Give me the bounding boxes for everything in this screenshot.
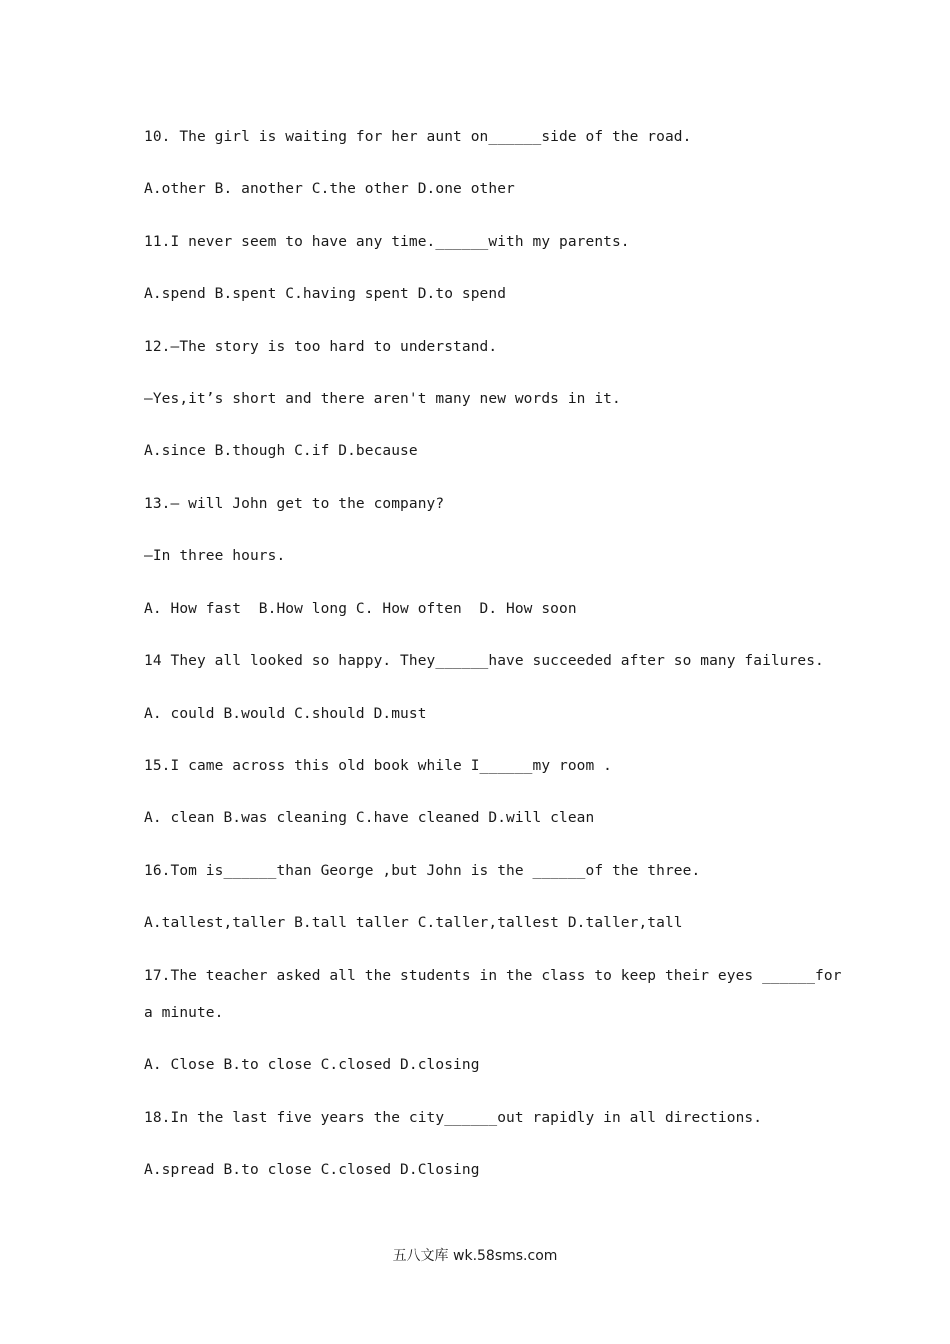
- question-16-options: A.tallest,taller B.tall taller C.taller,tallest D.taller,tall: [144, 915, 683, 931]
- question-14-options: A. could B.would C.should D.must: [144, 706, 427, 722]
- question-17-stem-line2: a minute.: [144, 1005, 224, 1021]
- question-15-options: A. clean B.was cleaning C.have cleaned D.will clean: [144, 810, 595, 826]
- question-12-stem: 12.—The story is too hard to understand.: [144, 339, 498, 355]
- question-18-options: A.spread B.to close C.closed D.Closing: [144, 1162, 480, 1178]
- question-14-stem: 14 They all looked so happy. They______have succeeded after so many failures.: [144, 653, 824, 669]
- question-10-options: A.other B. another C.the other D.one other: [144, 181, 515, 197]
- question-17-stem-line1: 17.The teacher asked all the students in the class to keep their eyes ______for: [144, 968, 842, 984]
- question-10-stem: 10. The girl is waiting for her aunt on______side of the road.: [144, 129, 692, 145]
- question-13-options: A. How fast B.How long C. How often D. How soon: [144, 601, 577, 617]
- question-13-stem: 13.— will John get to the company?: [144, 496, 445, 512]
- question-15-stem: 15.I came across this old book while I______my room .: [144, 758, 612, 774]
- question-18-stem: 18.In the last five years the city______out rapidly in all directions.: [144, 1110, 763, 1126]
- question-12-options: A.since B.though C.if D.because: [144, 443, 418, 459]
- question-11-stem: 11.I never seem to have any time.______with my parents.: [144, 234, 630, 250]
- question-11-options: A.spend B.spent C.having spent D.to spend: [144, 286, 507, 302]
- question-17-options: A. Close B.to close C.closed D.closing: [144, 1057, 480, 1073]
- footer-watermark: 五八文库 wk.58sms.com: [392, 1248, 558, 1264]
- question-12-reply: —Yes,it’s short and there aren't many new words in it.: [144, 391, 621, 407]
- question-16-stem: 16.Tom is______than George ,but John is the ______of the three.: [144, 863, 701, 879]
- question-13-reply: —In three hours.: [144, 548, 286, 564]
